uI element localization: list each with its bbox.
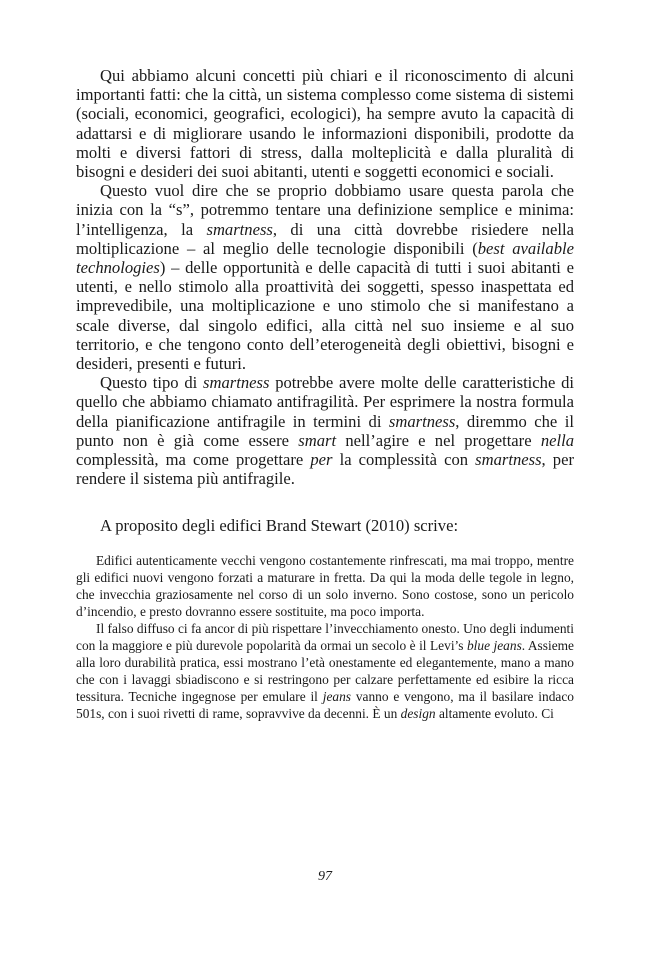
paragraph-text: la complessità con: [332, 450, 476, 470]
paragraph-text: Questo tipo di: [100, 373, 204, 393]
italic-term: smartness: [206, 219, 273, 239]
quote-text: vanno e vengono, ma il basilare indaco 501s, con i suoi rivetti di rame, sopravvive da decenni. È un: [76, 688, 574, 721]
paragraph-text: nell’agire e nel progettare: [336, 430, 541, 450]
paragraph-text: complessità, ma come progettare: [76, 450, 311, 470]
quote-paragraph: [76, 552, 574, 620]
italic-term: smart: [298, 430, 337, 450]
italic-term: nella: [540, 430, 575, 450]
quote-paragraph: [76, 620, 574, 722]
paragraph-text: , di una città dovrebbe risiedere nella moltiplicazione – al meglio delle tecnologie disponibili (: [76, 219, 574, 258]
quote-text: Edifici autenticamente vecchi vengono costantemente rinfrescati, ma mai troppo, mentre gli edifici nuovi vengono forzati a maturare in fretta. Da qui la moda delle tegole in legno, che invecchia graziosamente nel corso di un solo inverno. Sono costose, sono un pericolo d’incendio, e presto dovranno essere sostituite, ma poco importa.: [76, 552, 574, 619]
italic-term: best available technologies: [76, 238, 574, 278]
paragraph: [76, 181, 574, 373]
italic-term: design: [400, 705, 436, 721]
paragraph-text: , per rendere il sistema più antifragile.: [76, 450, 574, 489]
quote-intro: [76, 516, 574, 535]
paragraph: [76, 373, 574, 488]
page-number: 97: [318, 869, 332, 884]
page-content: [76, 66, 574, 722]
paragraph-text: ) – delle opportunità e delle capacità di tutti i suoi abitanti e utenti, e nello stimolo alla proattività dei soggetti, spesso inaspettata ed imprevedibile, una moltiplicazione e uno stimolo che si manifestano a scale diverse, dal singolo edifici, alla città nel suo insieme e al suo territorio, e che tengono conto dell’eterogeneità degli obiettivi, bisogni e desideri, presenti e futuri.: [76, 258, 574, 374]
paragraph-text: , diremmo che il punto non è già come essere: [76, 411, 574, 450]
quote-text: Il falso diffuso ci fa ancor di più rispettare l’invecchiamento onesto. Uno degli indumenti con la maggiore e più durevole popolarità da ormai un secolo è il Levi’s: [76, 620, 574, 653]
italic-term: smartness: [388, 411, 456, 431]
quote-text: . Assieme alla loro durabilità pratica, essi mostrano l’età onestamente ed elegantemente, mano a mano che con i lavaggi sbiadiscono e si restringono per calzare perfettamente ed esibire la ricca tessitura. Tecniche ingegnose per emulare il: [76, 637, 574, 704]
quote-text: altamente evoluto. Ci: [435, 705, 554, 721]
italic-term: smartness: [203, 373, 270, 393]
main-text: [76, 66, 574, 488]
paragraph: [76, 66, 574, 181]
paragraph-text: potrebbe avere molte delle caratteristiche di quello che abbiamo chiamato antifragilità. Per esprimere la nostra formula della pianificazione antifragile in termini di: [76, 373, 574, 431]
quote-intro-text: A proposito degli edifici Brand Stewart (2010) scrive:: [100, 516, 459, 536]
italic-term: smartness: [475, 450, 542, 470]
italic-term: jeans: [322, 688, 351, 704]
italic-term: per: [310, 450, 333, 470]
italic-term: blue jeans: [466, 637, 522, 653]
block-quote: [76, 552, 574, 722]
paragraph-text: Qui abbiamo alcuni concetti più chiari e il riconoscimento di alcuni importanti fatti: che la città, un sistema complesso come sistema di sistemi (sociali, economici, geografici, ecologici), ha sempre avuto la capacità di adattarsi e di migliorare usando le informazioni disponibili, prodotte da molti e diversi fattori di stress, dalla molteplicità e dalla pluralità di bisogni e desideri dei suoi abitanti, utenti e soggetti economici e sociali.: [76, 66, 574, 182]
paragraph-text: Questo vuol dire che se proprio dobbiamo usare questa parola che inizia con la “s”, potremmo tentare una definizione semplice e minima: l’intelligenza, la: [76, 181, 574, 239]
